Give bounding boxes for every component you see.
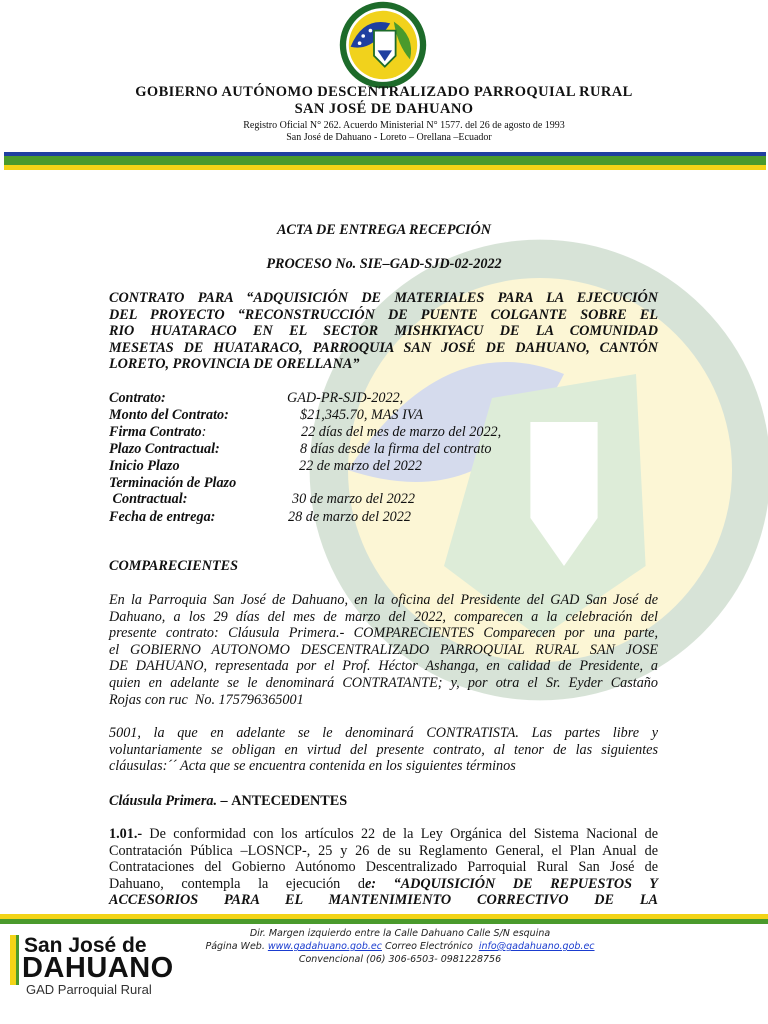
paragraph-comparecientes [109, 592, 658, 708]
header-band-yellow [4, 165, 766, 170]
clause-heading: Cláusula Primera. – ANTECEDENTES [109, 793, 348, 809]
paragraph-contratista [109, 725, 658, 775]
paragraph-antecedentes [109, 826, 658, 909]
paragraph-line: Contratación Pública –LOSNCP-, 25 y 26 de su Reglamento General, el Plan Anual de [109, 842, 658, 859]
paragraph-line: 5001, la que en adelante se le denominará CONTRATISTA. Las partes libre y [109, 725, 658, 741]
field-label-terminacion: Terminación de Plazo [109, 475, 237, 491]
paragraph-line: quien en adelante se le denominará CONTRATANTE; y, por otra el Sr. Eyder Castaño [109, 674, 658, 691]
org-name-line1: GOBIERNO AUTÓNOMO DESCENTRALIZADO PARROQUIAL RURAL [135, 84, 633, 100]
footer-logo-line1: San José de [24, 934, 147, 957]
org-name-line2: SAN JOSÉ DE DAHUANO [294, 101, 474, 117]
paragraph-line: Dahuano, a los 29 días del mes de marzo del 2022, comparecen a la celebración del [109, 608, 658, 625]
paragraph-line: Rojas con ruc No. 175796365001 [109, 691, 304, 708]
paragraph-line: Contrataciones del Gobierno Autónomo Descentralizado Parroquial Rural San José de [109, 859, 658, 876]
paragraph-line: Dahuano, contempla la ejecución de: “ADQUISICIÓN DE REPUESTOS Y [109, 875, 658, 892]
email-link[interactable]: info@gadahuano.gob.ec [478, 941, 595, 952]
field-label-fecha-entrega: Fecha de entrega: [109, 509, 216, 525]
field-label-monto: Monto del Contrato: [109, 407, 229, 423]
section-heading-comparecientes: COMPARECIENTES [109, 558, 239, 574]
field-value-contractual: 30 de marzo del 2022 [292, 491, 415, 507]
document-title: ACTA DE ENTREGA RECEPCIÓN [276, 222, 492, 238]
contract-description [109, 290, 658, 373]
field-label-contractual: Contractual: [109, 491, 188, 507]
footer-logo-line3: GAD Parroquial Rural [26, 982, 152, 997]
paragraph-line: presente contrato: Cláusula Primera.- COMPARECIENTES Comparecen por una parte, [109, 625, 658, 642]
contract-line: CONTRATO PARA “ADQUISICIÓN DE MATERIALES PARA LA EJECUCIÓN [109, 290, 658, 306]
logo-accent-bar-green [16, 935, 19, 985]
paragraph-line: En la Parroquia San José de Dahuano, en la oficina del Presidente del GAD San José de [109, 592, 658, 608]
paragraph-line: ACCESORIOS PARA EL MANTENIMIENTO CORRECTIVO DE LA [109, 892, 658, 909]
field-value-fecha-entrega: 28 de marzo del 2022 [288, 509, 411, 525]
contract-line: DEL PROYECTO “RECONSTRUCCIÓN DE PUENTE COLGANTE SOBRE EL [109, 306, 658, 323]
paragraph-line: 1.01.- De conformidad con los artículos 22 de la Ley Orgánica del Sistema Nacional de [109, 826, 658, 842]
location-info: San José de Dahuano - Loreto – Orellana –Ecuador [286, 132, 492, 143]
field-value-contrato: GAD-PR-SJD-2022, [287, 390, 404, 406]
paragraph-line: el GOBIERNO AUTONOMO DESCENTRALIZADO PARROQUIAL RURAL SAN JOSE [109, 641, 658, 658]
footer-logo-line2: DAHUANO [22, 952, 174, 984]
contract-line: RIO HUATARACO EN EL SECTOR MISHKIYACU DE LA COMUNIDAD [109, 323, 658, 340]
field-value-plazo: 8 días desde la firma del contrato [300, 441, 492, 457]
footer-email-label: Correo Electrónico [381, 941, 479, 952]
parish-seal-logo [338, 0, 428, 90]
paragraph-line: DE DAHUANO, representada por el Prof. Héctor Ashanga, en calidad de Presidente, a [109, 658, 658, 675]
footer-band-green [0, 919, 768, 924]
footer-address: Dir. Margen izquierdo entre la Calle Dahuano Calle S/N esquina [249, 928, 551, 939]
contract-line: MESETAS DE HUATARACO, PARROQUIA SAN JOSÉ DE DAHUANO, CANTÓN [109, 339, 658, 356]
process-number: PROCESO No. SIE–GAD-SJD-02-2022 [266, 256, 502, 272]
footer-contact [150, 941, 650, 952]
field-label-contrato: Contrato: [109, 390, 166, 406]
field-value-firma: 22 días del mes de marzo del 2022, [301, 424, 502, 440]
field-value-inicio: 22 de marzo del 2022 [299, 458, 422, 474]
footer-phone: Convencional (06) 306-6503- 0981228756 [298, 954, 502, 965]
paragraph-line: cláusulas:´´ Acta que se encuentra contenida en los siguientes términos [109, 758, 516, 775]
field-value-monto: $21,345.70, MAS IVA [300, 407, 424, 423]
field-label-inicio: Inicio Plazo [109, 458, 180, 474]
website-link[interactable]: www.gadahuano.gob.ec [267, 941, 382, 952]
footer-web-label: Página Web. [205, 941, 268, 952]
field-label-plazo: Plazo Contractual: [109, 441, 220, 457]
contract-line: LORETO, PROVINCIA DE ORELLANA” [109, 356, 360, 373]
paragraph-line: voluntariamente se obligan en virtud del presente contrato, al tenor de las siguientes [109, 741, 658, 758]
registry-info: Registro Oficial N° 262. Acuerdo Ministerial N° 1577. del 26 de agosto de 1993 [243, 120, 565, 131]
header-band-green [4, 156, 766, 165]
field-label-firma: Firma Contrato: [109, 424, 207, 440]
